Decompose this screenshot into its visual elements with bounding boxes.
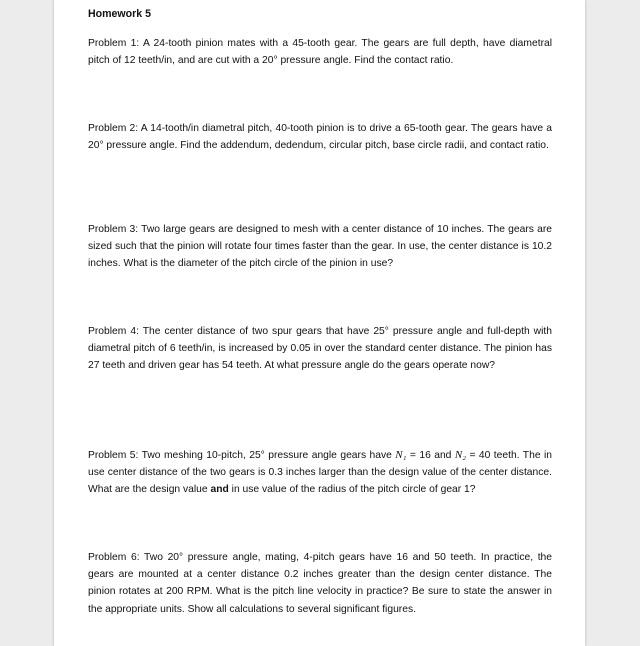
document-content: [88, 6, 553, 615]
problem-4-text: The center distance of two spur gears that have 25° pressure angle and full-depth with diametral pitch of 6 teeth/in, is increased by 0.05 in over the standard center distance. The pinion has 27 teeth and driven gear has 54 teeth. At what pressure angle do the gears operate now?: [88, 326, 552, 372]
problem-5: [88, 447, 552, 499]
problem-4: [88, 323, 552, 375]
problem-6-text: Two 20° pressure angle, mating, 4-pitch gears have 16 and 50 teeth. In practice, the gears are mounted at a center distance 0.2 inches greater than the design center distance. The pinion rotates at 200 RPM. What is the pitch line velocity in practice? Be sure to state the answer in the appropriate units. Show all calculations to several significant figures.: [88, 552, 553, 615]
problem-2-label: Problem 2:: [88, 123, 139, 134]
problem-1: [88, 35, 552, 69]
homework-title: Homework 5: [88, 8, 151, 20]
problem-1-text: A 24-tooth pinion mates with a 45-tooth gear. The gears are full depth, have diametral pitch of 12 teeth/in, and are cut with a 20° pressure angle. Find the contact ratio.: [88, 38, 553, 67]
problem-5-n2: N₂: [454, 449, 467, 461]
problem-1-label: Problem 1:: [88, 38, 140, 49]
problem-3-label: Problem 3:: [88, 224, 139, 235]
problem-4-label: Problem 4:: [88, 326, 139, 337]
problem-2-text: A 14-tooth/in diametral pitch, 40-tooth pinion is to drive a 65-tooth gear. The gears have a 20° pressure angle. Find the addendum, dedendum, circular pitch, base circle radii, and contact ratio.: [88, 123, 552, 152]
problem-3-text: Two large gears are designed to mesh with a center distance of 10 inches. The gears are sized such that the pinion will rotate four times faster than the gear. In use, the center distance is 10.2 inches. What is the diameter of the pitch circle of the pinion in use?: [88, 224, 552, 270]
problem-3: [88, 221, 552, 273]
problem-5-text-a: Two meshing 10-pitch, 25° pressure angle gears have: [141, 450, 396, 461]
problem-5-bold-and: and: [210, 484, 229, 496]
problem-2: [88, 120, 552, 154]
problem-5-text-c: = 40 teeth. The in use center distance of the two gears is 0.3 inches larger than the design value of the center distance. What are the design value: [88, 450, 552, 496]
problem-5-label: Problem 5:: [88, 450, 139, 461]
document-page: [54, 0, 585, 646]
problem-6: [88, 549, 552, 618]
problem-6-label: Problem 6:: [88, 552, 140, 563]
problem-5-text-b: = 16 and: [406, 450, 455, 461]
problem-5-text-d: in use value of the radius of the pitch circle of gear 1?: [228, 484, 476, 496]
problem-5-n1: N₁: [395, 449, 407, 461]
